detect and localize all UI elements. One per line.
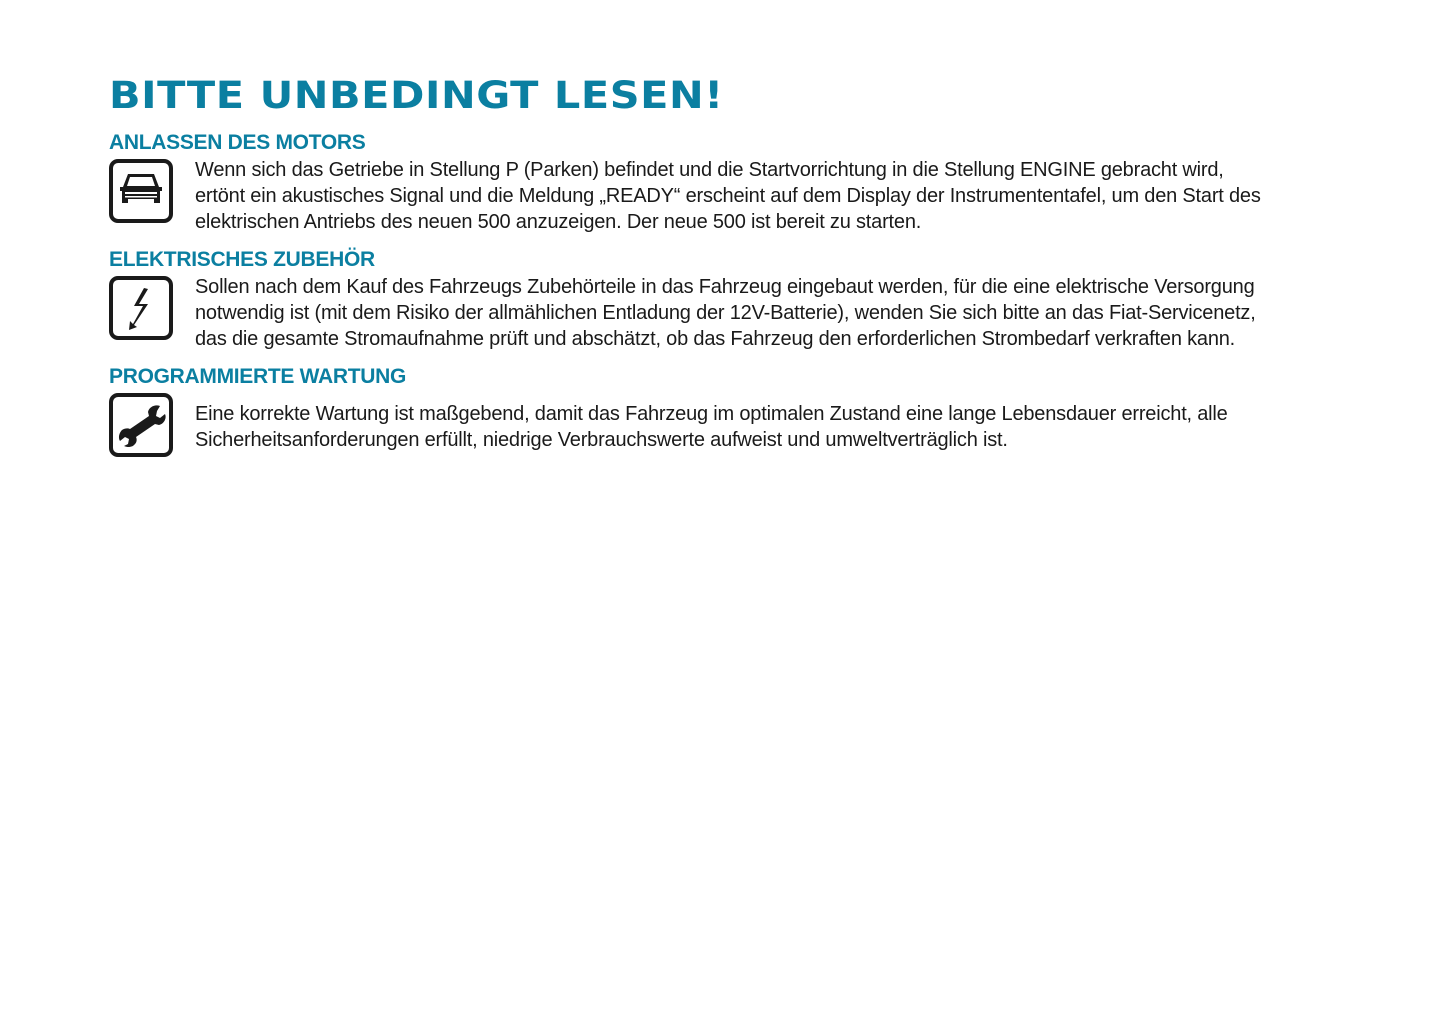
section-electrical-accessories: [109, 248, 1256, 352]
section-heading: PROGRAMMIERTE WARTUNG: [109, 365, 407, 388]
section-engine-start: [109, 131, 1261, 235]
page-title: BITTE UNBEDINGT LESEN!: [109, 74, 724, 117]
paragraph-line: Sicherheitsanforderungen erfüllt, niedrige Verbrauchswerte aufweist und umweltverträglich ist.: [195, 429, 1008, 451]
paragraph-line: elektrischen Antriebs des neuen 500 anzuzeigen. Der neue 500 ist bereit zu starten.: [195, 211, 922, 233]
section-heading: ANLASSEN DES MOTORS: [109, 131, 366, 154]
section-scheduled-maintenance: [109, 365, 1228, 457]
wrench-icon: [109, 393, 173, 457]
car-icon: [109, 159, 173, 223]
paragraph-line: ertönt ein akustisches Signal und die Meldung „READY“ erscheint auf dem Display der Instrumententafel, um den Start des: [195, 185, 1261, 207]
paragraph-line: Eine korrekte Wartung ist maßgebend, damit das Fahrzeug im optimalen Zustand eine lange Lebensdauer erreicht, alle: [195, 403, 1228, 425]
lightning-icon: [109, 276, 173, 340]
section-heading: ELEKTRISCHES ZUBEHÖR: [109, 248, 375, 271]
paragraph-line: Sollen nach dem Kauf des Fahrzeugs Zubehörteile in das Fahrzeug eingebaut werden, für die eine elektrische Versorgung: [195, 276, 1255, 298]
paragraph-line: das die gesamte Stromaufnahme prüft und abschätzt, ob das Fahrzeug den erforderlichen Strombedarf verkraften kann.: [195, 328, 1236, 350]
paragraph-line: Wenn sich das Getriebe in Stellung P (Parken) befindet und die Startvorrichtung in die Stellung ENGINE gebracht wird,: [195, 159, 1224, 181]
paragraph-line: notwendig ist (mit dem Risiko der allmählichen Entladung der 12V-Batterie), wenden Sie sich bitte an das Fiat-Servicenetz,: [195, 302, 1256, 324]
